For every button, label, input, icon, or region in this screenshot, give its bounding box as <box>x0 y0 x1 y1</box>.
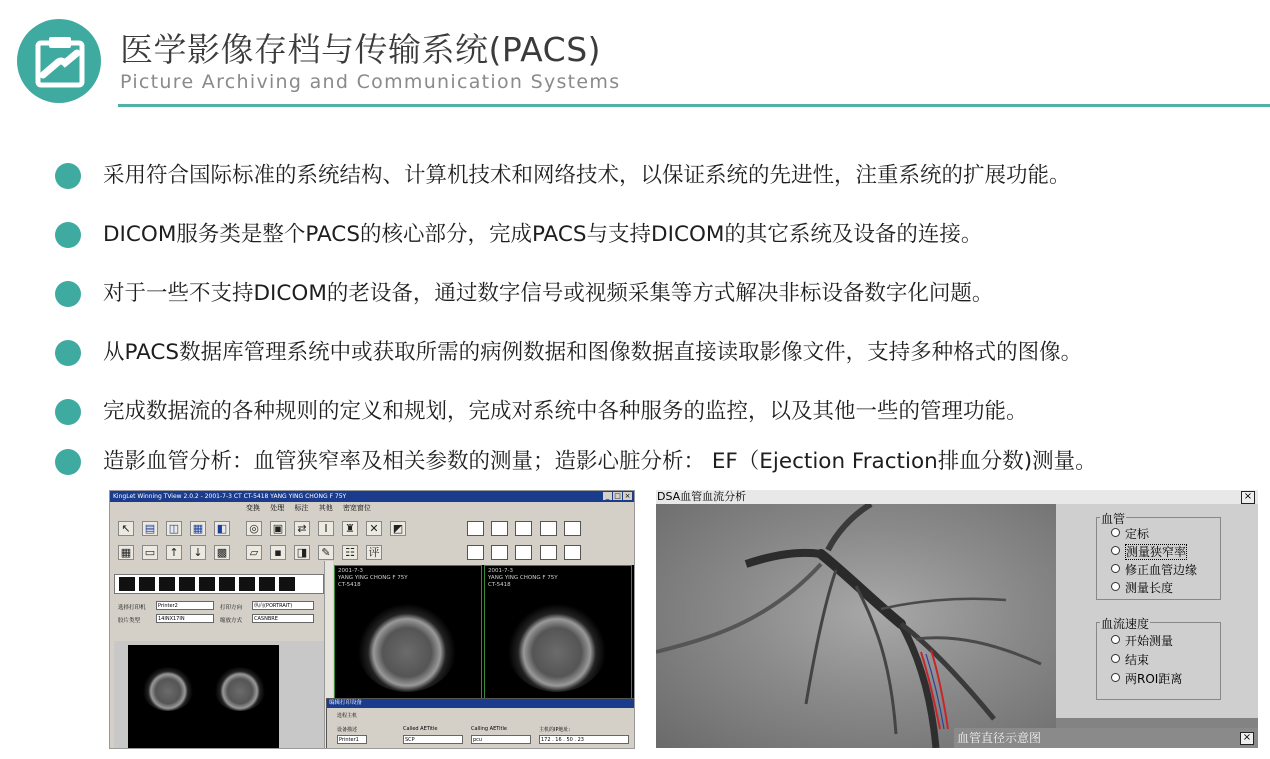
radio-calibrate[interactable] <box>1111 525 1149 542</box>
layout-3-icon <box>515 521 532 536</box>
folder-tool-icon: ▭ <box>142 545 158 560</box>
stamp-tool-icon: ♜ <box>342 521 358 536</box>
up-tool-icon: ↑ <box>166 545 182 560</box>
bullet-dot-icon <box>55 340 81 366</box>
layout-tool-icon: ▦ <box>190 521 206 536</box>
save-tool-icon: ▪ <box>270 545 286 560</box>
menu-item: 标注 <box>294 504 309 512</box>
layout-2col-icon <box>564 521 581 536</box>
radio-icon <box>1111 564 1120 573</box>
radio-icon <box>1111 528 1120 537</box>
series-tool-icon: ◫ <box>166 521 182 536</box>
header-divider <box>118 104 1270 107</box>
report-tool-icon: ☷ <box>342 545 358 560</box>
orientation-select: 纵向(PORTRAIT) <box>252 601 314 610</box>
radio-roi-distance[interactable] <box>1111 670 1182 687</box>
diameter-window <box>954 728 1258 748</box>
menu-item: 密宽窗位 <box>342 504 371 512</box>
image-tool-icon: ▩ <box>214 545 230 560</box>
film-type-select: 14INX17IN <box>156 614 214 623</box>
dialog-label: 选程主机 <box>337 713 358 719</box>
radio-label: 开始测量 <box>1125 634 1174 648</box>
down-tool-icon: ↓ <box>190 545 206 560</box>
window-controls <box>602 492 632 500</box>
clipboard-puzzle-icon <box>17 19 101 103</box>
called-aetitle-field: SCP <box>403 735 463 744</box>
device-field: Printer1 <box>337 735 367 744</box>
group-label: 血管 <box>1101 512 1126 526</box>
dialog-label: 设备描述 <box>337 727 358 733</box>
ct-scan <box>507 604 607 692</box>
ct-scan <box>357 604 457 692</box>
dialog-label: Called AETitle <box>403 726 438 732</box>
window-tool-icon: ▤ <box>142 521 158 536</box>
bullet-dot-icon <box>55 163 81 189</box>
dsa-window-title: DSA血管血流分析 <box>656 490 1258 504</box>
angiogram-image <box>656 504 1056 748</box>
print-device-dialog <box>326 698 635 749</box>
radio-icon <box>1111 546 1120 555</box>
pacs-viewer-screenshot <box>109 490 635 749</box>
layout-2x2b-icon <box>467 545 484 560</box>
form-label: 打印方向 <box>220 605 243 611</box>
page-title: 医学影像存档与传输系统(PACS) <box>120 30 602 69</box>
viewer-menu <box>246 503 379 513</box>
ip-address-field: 172 . 16 . 50 . 23 <box>539 735 629 744</box>
layout-2x2-icon <box>467 521 484 536</box>
grid-tool-icon: ▦ <box>118 545 134 560</box>
layout-1x2-icon <box>491 521 508 536</box>
pointer-tool-icon: ↖ <box>118 521 134 536</box>
film-tool-icon: ◎ <box>246 521 262 536</box>
radio-length[interactable] <box>1111 579 1173 596</box>
analysis-panel <box>1056 504 1258 718</box>
radio-edge[interactable] <box>1111 561 1197 578</box>
radio-icon <box>1111 673 1120 682</box>
radio-label: 定标 <box>1125 527 1150 541</box>
open-tool-icon: ▱ <box>246 545 262 560</box>
radio-label: 两ROI距离 <box>1125 672 1183 686</box>
radio-label: 结束 <box>1125 653 1150 667</box>
comment-tool-icon: 评 <box>366 545 382 560</box>
radio-start[interactable] <box>1111 632 1173 649</box>
close-icon: × <box>1240 732 1254 745</box>
bullet-dot-icon <box>55 281 81 307</box>
logo-badge <box>17 19 101 103</box>
viewer-window-title: KingLet Winning TView 2.0.2 - 2001-7-3 CT CT-5418 YANG YING CHONG F 75Y <box>110 491 634 502</box>
bullet-dot-icon <box>55 399 81 425</box>
select-tool-icon: ◧ <box>214 521 230 536</box>
send-tool-icon: ⇄ <box>294 521 310 536</box>
image-info: 2001-7-3 YANG YING CHONG F 75Y CT-5418 <box>338 568 408 588</box>
group-label: 血流速度 <box>1101 617 1150 631</box>
page-subtitle: Picture Archiving and Communication Systems <box>120 71 621 93</box>
minimize-icon: _ <box>603 492 612 500</box>
bullet-text: 完成数据流的各种规则的定义和规划，完成对系统中各种服务的监控，以及其他一些的管理功能。 <box>103 399 1028 424</box>
calling-aetitle-field: pcu <box>471 735 531 744</box>
vessel-tree-drawing <box>656 504 1056 748</box>
film-black <box>128 645 279 748</box>
radio-label: 测量长度 <box>1125 581 1174 595</box>
layout-1x1-icon <box>540 521 557 536</box>
image-info: 2001-7-3 YANG YING CHONG F 75Y CT-5418 <box>488 568 558 588</box>
dialog-label: Calling AETitle <box>471 726 507 732</box>
radio-label: 测量狭窄率 <box>1126 545 1187 559</box>
menu-item: 变换 <box>246 504 260 512</box>
bullet-text: 采用符合国际标准的系统结构、计算机技术和网络技术，以保证系统的先进性，注重系统的扩展功能。 <box>103 163 1071 188</box>
diameter-window-title: 血管直径示意图 <box>954 728 1258 748</box>
radio-stenosis[interactable] <box>1111 543 1187 560</box>
menu-item: 处理 <box>270 504 285 512</box>
close-icon: × <box>624 492 631 500</box>
radio-end[interactable] <box>1111 651 1149 668</box>
export-tool-icon: ◨ <box>294 545 310 560</box>
print-tool-icon: ▣ <box>270 521 286 536</box>
ct-image-panel <box>334 565 482 699</box>
ct-image-panel <box>484 565 632 699</box>
maximize-icon: □ <box>614 492 621 500</box>
close-icon: × <box>1241 491 1255 504</box>
print-settings-form <box>114 599 324 639</box>
radio-icon <box>1111 654 1120 663</box>
ct-thumbnail <box>214 667 266 711</box>
layout-3x3-icon <box>515 545 532 560</box>
form-label: 选择打印机 <box>118 605 146 611</box>
radio-label: 修正血管边缘 <box>1125 563 1198 577</box>
form-label: 缩放方式 <box>220 618 243 624</box>
bullet-text: 造影血管分析：血管狭窄率及相关参数的测量；造影心脏分析： EF（Ejection Fraction排血分数)测量。 <box>103 449 1097 474</box>
bullet-dot-icon <box>55 222 81 248</box>
ct-thumbnail <box>142 667 194 711</box>
bullet-text: 从PACS数据库管理系统中或获取所需的病例数据和图像数据直接读取影像文件，支持多种格式的图像。 <box>103 340 1083 365</box>
layout-rows-icon <box>540 545 557 560</box>
delete-tool-icon: ✕ <box>366 521 382 536</box>
bullet-text: 对于一些不支持DICOM的老设备，通过数字信号或视频采集等方式解决非标设备数字化问题。 <box>103 281 994 306</box>
text-tool-icon: I <box>318 521 334 536</box>
dsa-analysis-screenshot <box>656 490 1258 748</box>
layout-3x2-icon <box>491 545 508 560</box>
film-preview <box>114 641 324 748</box>
scale-select: CASNBRE <box>252 614 314 623</box>
menu-item: 其他 <box>318 504 333 512</box>
edit-tool-icon: ✎ <box>318 545 334 560</box>
dialog-label: 主机的IP地址: <box>539 727 571 733</box>
invert-tool-icon: ◩ <box>390 521 406 536</box>
dialog-title: 编辑打印设备 <box>327 699 635 708</box>
bullet-text: DICOM服务类是整个PACS的核心部分，完成PACS与支持DICOM的其它系统及设备的连接。 <box>103 222 983 247</box>
radio-icon <box>1111 582 1120 591</box>
form-label: 胶片类型 <box>118 618 141 624</box>
bullet-dot-icon <box>55 449 81 475</box>
radio-icon <box>1111 635 1120 644</box>
film-layout-bar <box>114 574 324 594</box>
layout-4x4-icon <box>564 545 581 560</box>
printer-select: Printer2 <box>156 601 214 610</box>
